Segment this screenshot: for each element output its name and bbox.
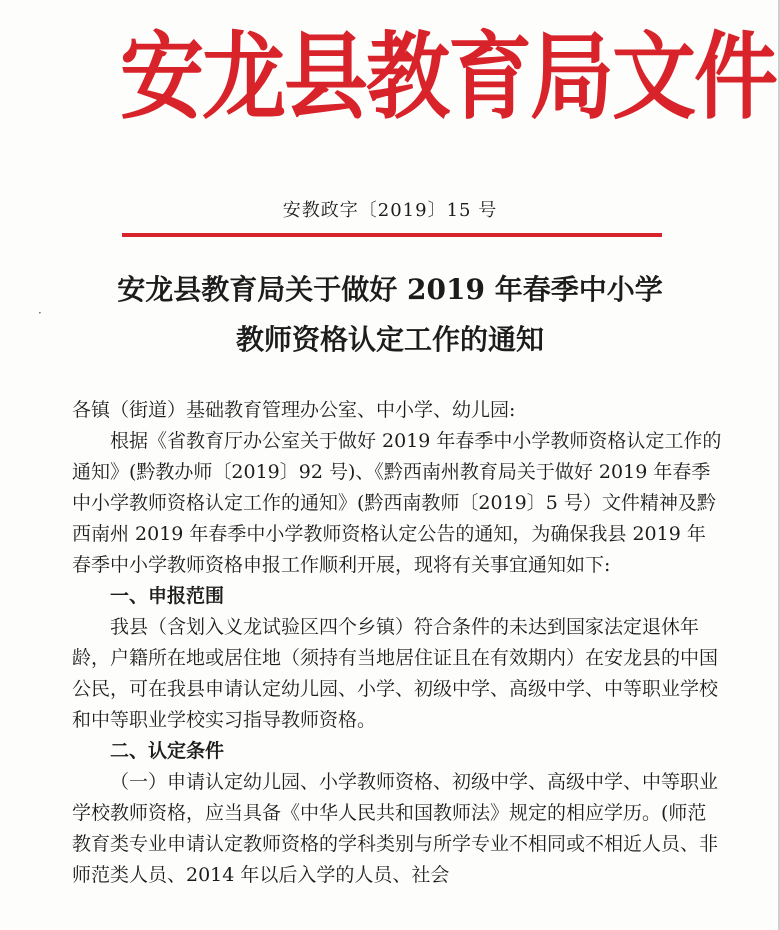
notice-title-line-2: 教师资格认定工作的通知 — [235, 323, 544, 356]
section-1-paragraph: 我县（含划入义龙试验区四个乡镇）符合条件的未达到国家法定退休年龄，户籍所在地或居住地（须持有当地居住证且在有效期内）在安龙县的中国公民，可在我县申请认定幼儿园、小学、初级中学、高级中学、中等职业学校和中等职业学校实习指导教师资格。 — [72, 616, 719, 731]
section-2-paragraph: （一）申请认定幼儿园、小学教师资格、初级中学、高级中学、中等职业学校教师资格，应当具备《中华人民共和国教师法》规定的相应学历。(师范教育类专业申请认定教师资格的学科类别与所学专业不相同或不相近人员、非师范类人员、2014 年以后入学的人员、社会 — [72, 771, 719, 886]
section-2-heading: 二、认定条件 — [110, 740, 225, 762]
intro-paragraph: 根据《省教育厅办公室关于做好 2019 年春季中小学教师资格认定工作的通知》(黔教办师〔2019〕92 号)、《黔西南州教育局关于做好 2019 年春季中小学教师资格认定工作的通知》(黔西南教师〔2019〕5 号）文件精神及黔西南州 2019 年春季中小学教师资格认定公告的通知，为确保我县 2019 年春季中小学教师资格申报工作顺利开展，现将有关事宜通知如下: — [72, 430, 722, 576]
section-1-heading: 一、申报范围 — [110, 585, 225, 607]
scan-speck: · — [38, 306, 42, 320]
document-body — [72, 395, 722, 891]
document-number: 安教政字〔2019〕15 号 — [282, 200, 498, 221]
red-divider-line — [122, 233, 662, 237]
org-header-title: 安龙县教育局文件 — [120, 21, 777, 133]
salutation: 各镇（街道）基础教育管理办公室、中小学、幼儿园: — [72, 399, 516, 421]
notice-title-line-1: 安龙县教育局关于做好 2019 年春季中小学 — [117, 273, 663, 306]
